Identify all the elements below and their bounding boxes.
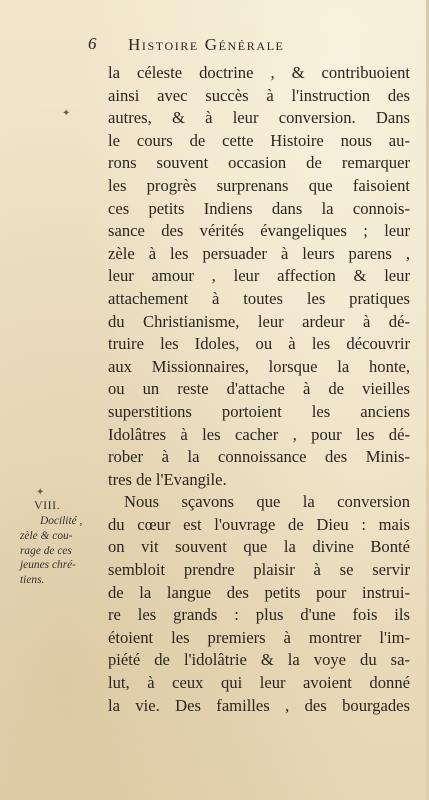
text-line: ou un reste d'attache à de vieilles <box>108 379 410 399</box>
text-line: le cours de cette Histoire nous au- <box>108 130 410 150</box>
text-line: on vit souvent que la divine Bonté <box>108 537 410 557</box>
text-line: Nous sçavons que la conversion <box>124 492 410 512</box>
text-line: lut, à ceux qui leur avoient donné <box>108 673 410 693</box>
text-line: du Christianisme, leur ardeur à dé- <box>108 311 410 331</box>
text-line: attachement à toutes les pratiques <box>108 288 410 308</box>
text-line: du cœur est l'ouvrage de Dieu : mais <box>108 514 410 534</box>
text-line: la céleste doctrine , & contribuoient <box>108 63 410 82</box>
text-line: les progrès surprenans que faisoient <box>108 175 410 195</box>
text-line: Idolâtres à les cacher , pour les dé- <box>108 424 410 444</box>
text-line: leur amour , leur affection & leur <box>108 266 410 286</box>
ornament-mark: ✦ <box>36 487 45 498</box>
margin-note-line: rage de ces <box>20 544 72 557</box>
margin-note-line: Docilité , <box>40 515 83 527</box>
text-line: rons souvent occasion de remarquer <box>108 153 410 173</box>
text-line: aux Missionnaires, lorsque la honte, <box>108 356 410 376</box>
text-line: zèle à les persuader à leurs parens , <box>108 243 410 263</box>
margin-note <box>20 498 102 588</box>
text-line: ces petits Indiens dans la connois- <box>108 198 410 218</box>
text-line: étoient les premiers à montrer l'im- <box>108 627 410 647</box>
page-number: 6 <box>88 34 97 53</box>
text-line: ainsi avec succès à l'instruction des <box>108 85 410 105</box>
body-text <box>108 62 410 717</box>
text-line: re les grands : plus d'une fois ils <box>108 605 410 625</box>
text-line: truire les Idoles, ou à les découvrir <box>108 334 410 354</box>
margin-note-line: jeunes chré- <box>20 559 76 572</box>
running-title: Histoire Générale <box>128 35 285 54</box>
text-line: tres de l'Evangile. <box>108 469 227 489</box>
page-header <box>88 34 388 56</box>
text-line: la vie. Des familles , des bourgades <box>108 695 410 715</box>
margin-note-line: zèle & cou- <box>20 529 73 542</box>
text-line: sembloit prendre plaisir à se servir <box>108 560 410 580</box>
margin-note-line: tiens. <box>20 574 45 587</box>
ornament-mark: ✦ <box>62 108 71 119</box>
text-line: autres, & à leur conversion. Dans <box>108 108 410 128</box>
text-line: de la langue des petits pour instrui- <box>108 582 410 602</box>
text-line: sance des vérités évangeliques ; leur <box>108 221 410 241</box>
text-line: rober à la connoissance des Minis- <box>108 447 410 467</box>
margin-note-number: VIII. <box>34 498 61 512</box>
text-line: superstitions portoient les anciens <box>108 401 410 421</box>
text-line: piété de l'idolâtrie & la voye du sa- <box>108 650 410 670</box>
